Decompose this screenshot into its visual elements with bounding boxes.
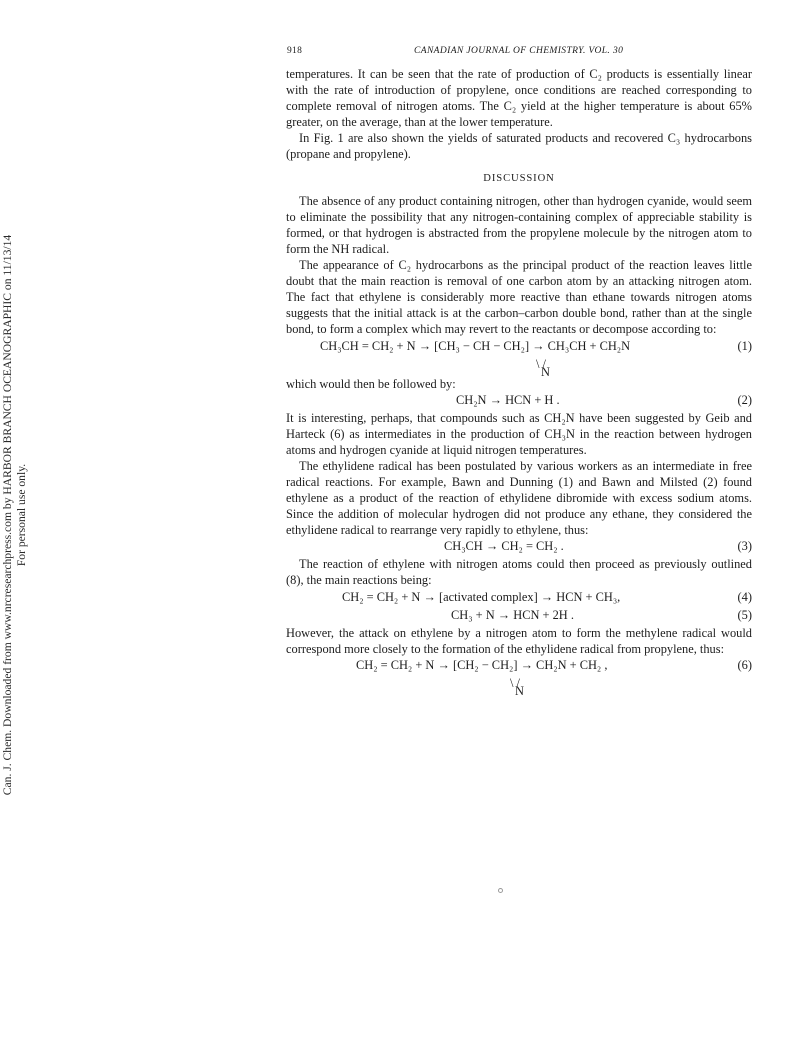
equation-1-bridge-atom: N (541, 364, 550, 379)
paragraph-4: The appearance of C₂ hydrocarbons as the principal product of the reaction leaves little doubt that the main reaction is removal of one carbon atom by an attacking nitrogen atom. The fact that ethylene is considerably more reactive than ethane towards nitrogen atoms suggests that the initial attack is at the carbon–carbon double bond, rather than at the single bond, to form a complex which may revert to the reactants or decompose according to: (286, 258, 752, 337)
equation-6-bridge (286, 675, 752, 698)
paragraph-2: In Fig. 1 are also shown the yields of saturated products and recovered C₃ hydrocarbons (propane and propylene). (286, 131, 752, 162)
scan-speck (498, 888, 503, 893)
page-number: 918 (287, 46, 303, 56)
paragraph-3: The absence of any product containing nitrogen, other than hydrogen cyanide, would seem to eliminate the possibility that any nitrogen-containing complex of appreciable stability is formed, or that hydrogen is abstracted from the propylene molecule by the nitrogen atom to form the NH radical. (286, 193, 752, 256)
paragraph-6: It is interesting, perhaps, that compounds such as CH₂N have been suggested by Geib and Harteck (6) as intermediates in the production of CH₃N in the reaction between hydrogen atoms and hydrogen cyanide at liquid nitrogen temperatures. (286, 410, 752, 457)
watermark-line-2: For personal use only. (15, 463, 28, 567)
paragraph-9: However, the attack on ethylene by a nitrogen atom to form the methylene radical would correspond more closely to the formation of the ethylidene radical from propylene, thus: (286, 625, 752, 656)
equation-1-bridge-bonds: \ / (536, 356, 546, 371)
equation-3 (286, 538, 752, 556)
equation-4-body: CH₂ = CH₂ + N → [activated complex] → HCN + CH₃, (342, 589, 621, 604)
equation-1-body: CH₃CH = CH₂ + N → [CH₃ − CH − CH₂] → CH₃CH + CH₂N (320, 338, 631, 353)
equation-5-number: (5) (737, 607, 752, 622)
equation-3-body: CH₃CH → CH₂ = CH₂ . (444, 539, 564, 554)
running-header (286, 44, 752, 58)
equation-6 (286, 657, 752, 675)
equation-6-number: (6) (737, 657, 752, 672)
equation-5 (286, 607, 752, 625)
equation-4-number: (4) (737, 589, 752, 604)
paragraph-7: The ethylidene radical has been postulated by various workers as an intermediate in free radical reactions. For example, Bawn and Dunning (1) and Bawn and Milsted (2) found ethylene as a product of the reaction of ethylidene dibromide with excess sodium atoms. Since the addition of molecular hydrogen did not produce any ethane, they considered the ethylidene radical to rearrange very rapidly to ethylene, thus: (286, 458, 752, 538)
paragraph-1: temperatures. It can be seen that the rate of production of C₂ products is essentially linear with the rate of introduction of propylene, once conditions are reached corresponding to complete removal of nitrogen atoms. The C₂ yield at the higher temperature is about 65% greater, on the average, than at the lower temperature. (286, 67, 752, 130)
equation-3-number: (3) (737, 539, 752, 554)
equation-6-bridge-atom: N (515, 683, 524, 698)
equation-6-bridge-bonds: \ / (510, 675, 520, 690)
section-heading: DISCUSSION (483, 172, 555, 184)
equation-2 (286, 392, 752, 410)
journal-title: CANADIAN JOURNAL OF CHEMISTRY. VOL. 30 (414, 46, 624, 56)
equation-2-number: (2) (737, 392, 752, 407)
paragraph-5: which would then be followed by: (286, 376, 456, 391)
equation-4 (286, 589, 752, 607)
watermark-line-1: Can. J. Chem. Downloaded from www.nrcresearchpress.com by HARBOR BRANCH OCEANOGRAPHIC on 11/13/14 (1, 234, 14, 796)
equation-5-body: CH₃ + N → HCN + 2H . (451, 607, 574, 622)
article-body (286, 66, 752, 698)
equation-1-bridge (286, 356, 752, 379)
download-watermark (1, 210, 45, 820)
equation-1 (286, 338, 752, 356)
paragraph-8: The reaction of ethylene with nitrogen atoms could then proceed as previously outlined (8), the main reactions being: (286, 557, 752, 588)
equation-6-body: CH₂ = CH₂ + N → [CH₂ − CH₂] → CH₂N + CH₂ , (356, 657, 608, 672)
equation-1-number: (1) (737, 338, 752, 353)
equation-2-body: CH₂N → HCN + H . (456, 392, 560, 407)
